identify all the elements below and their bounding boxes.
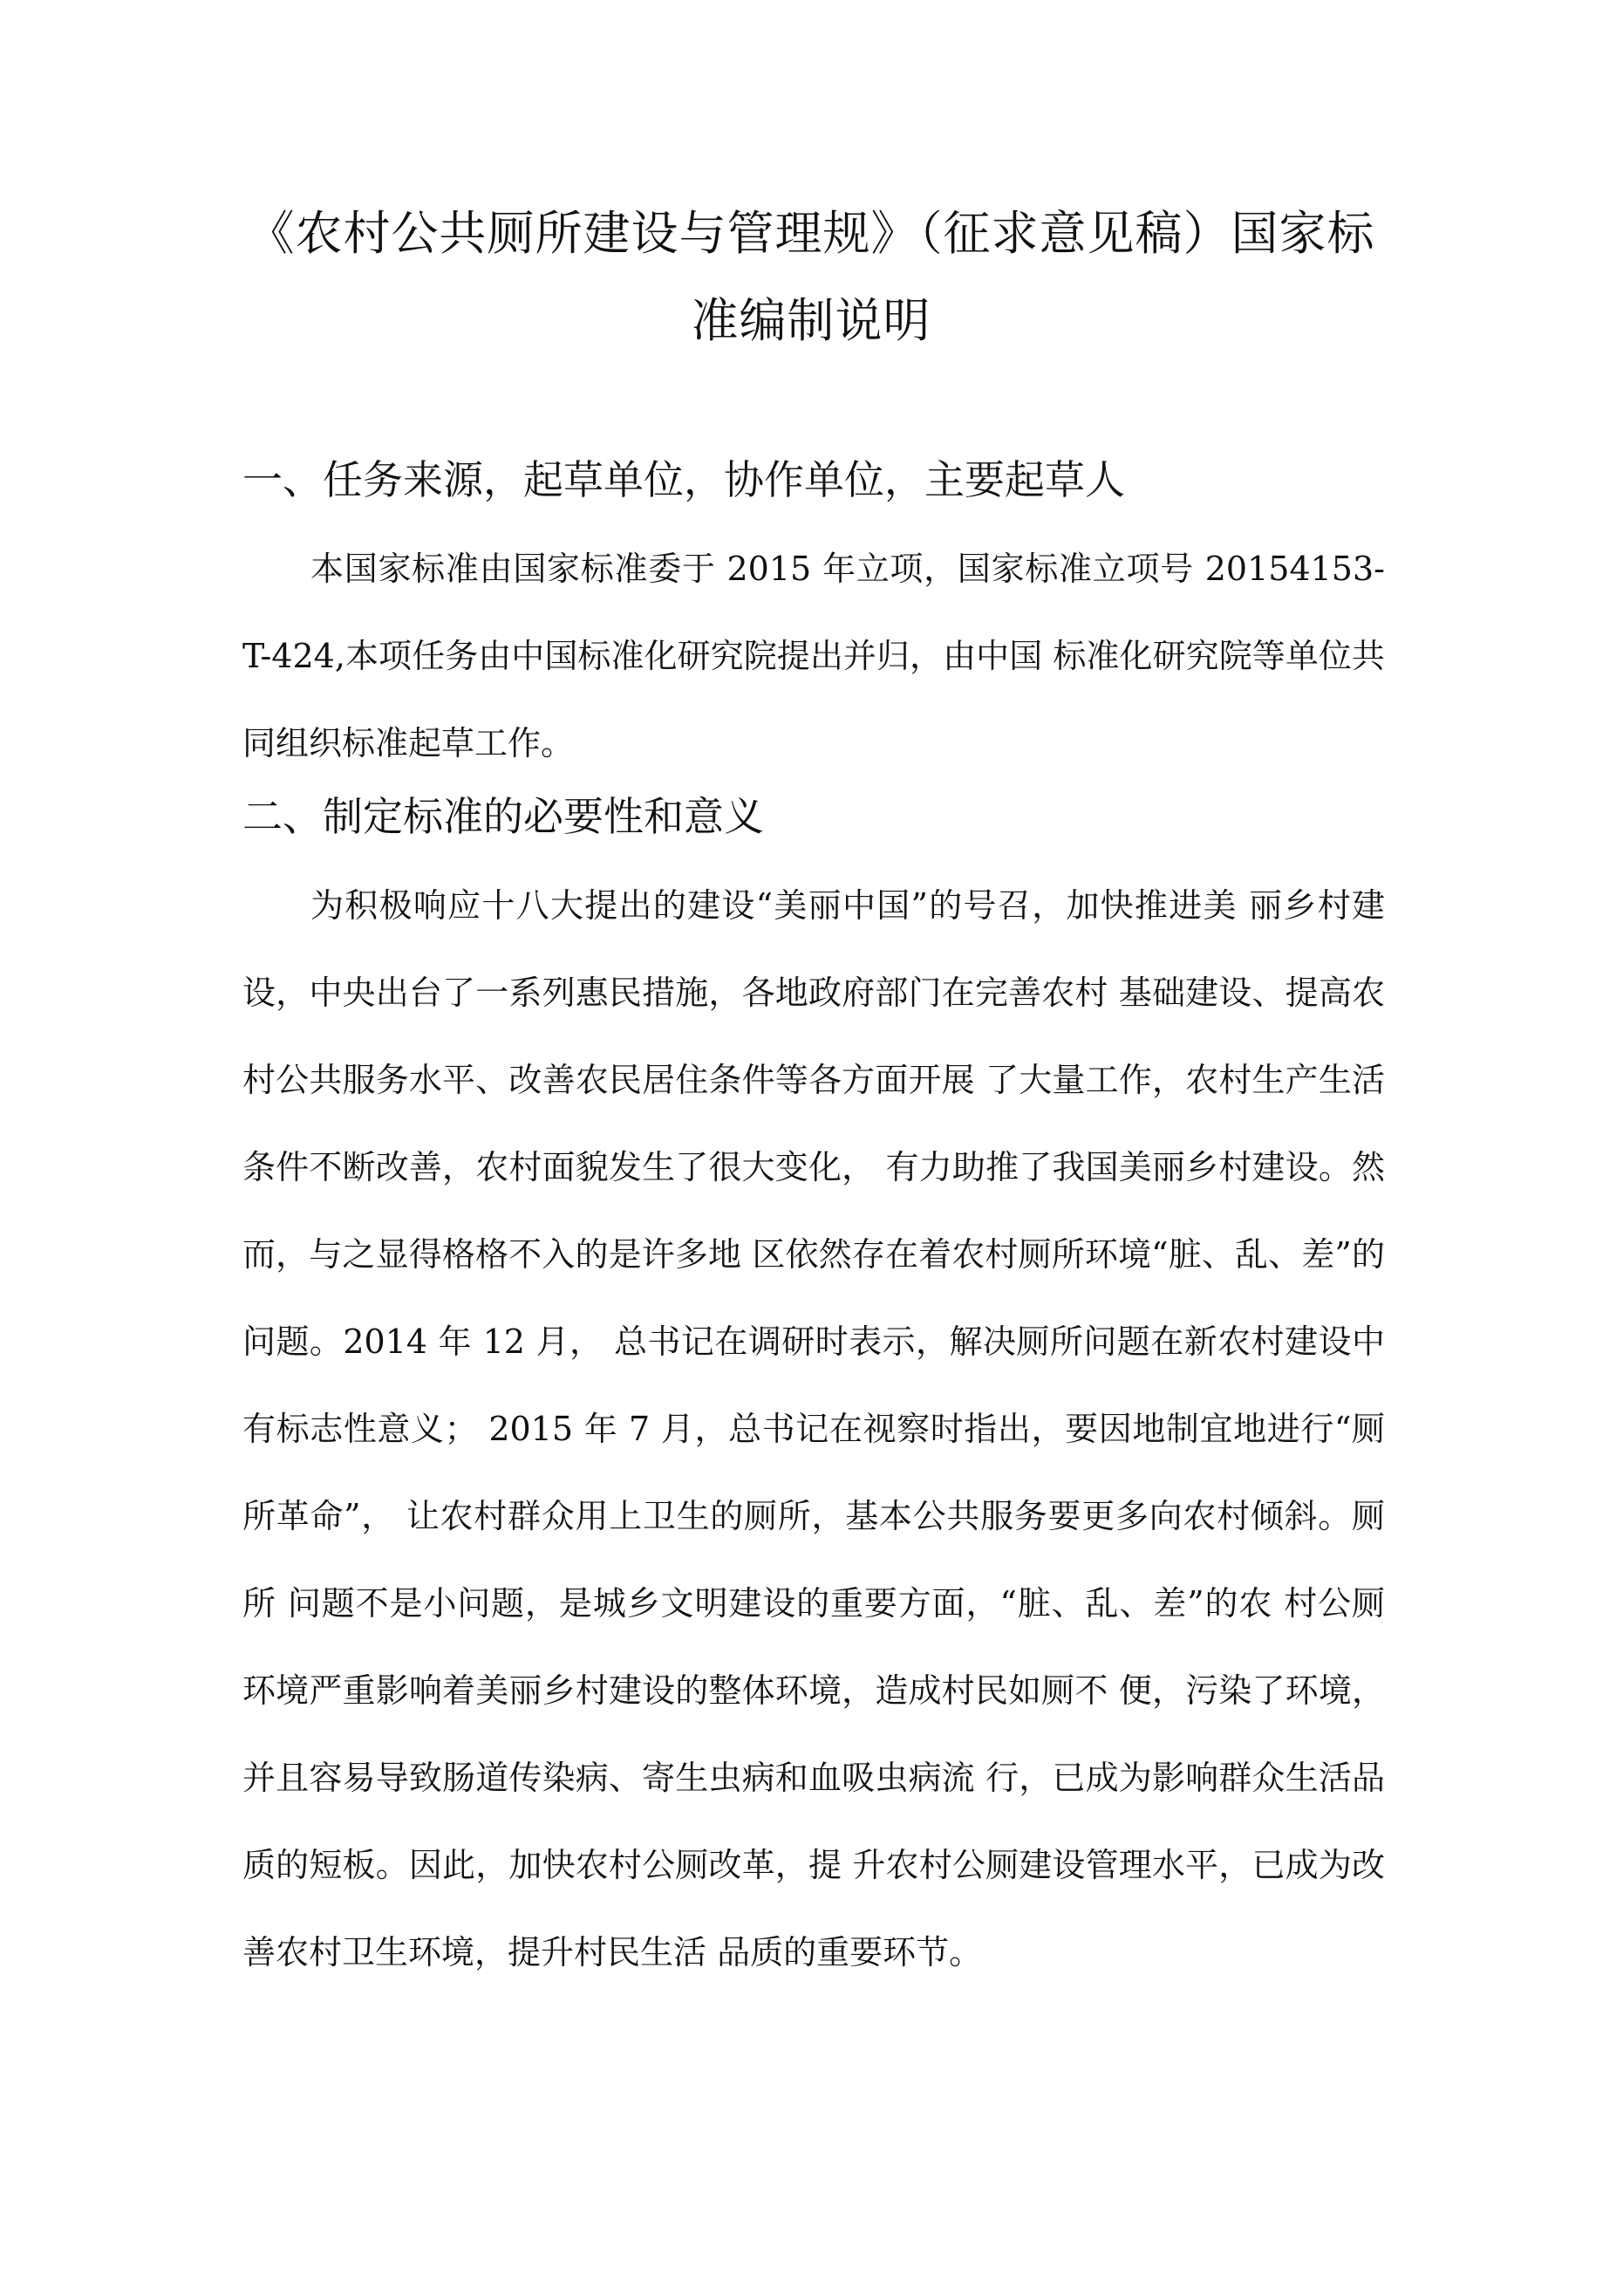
section-paragraph-necessity: 为积极响应十八大提出的建设“美丽中国”的号召，加快推进美 丽乡村建设，中央出台了一系列惠民措施，各地政府部门在完善农村 基础建设、提高农村公共服务水平、改善农民居住条件等各方面开展 了大量工作，农村生产生活条件不断改善，农村面貌发生了很大变化， 有力助推了我国美丽乡村建设。然而，与之显得格格不入的是许多地 区依然存在着农村厕所环境“脏、乱、差”的问题。2014 年 12 月， 总书记在调研时表示，解决厕所问题在新农村建设中有标志性意义； 2015 年 7 月，总书记在视察时指出，要因地制宜地进行“厕所革命”， 让农村群众用上卫生的厕所，基本公共服务要更多向农村倾斜。厕所 问题不是小问题，是城乡文明建设的重要方面，“脏、乱、差”的农 村公厕环境严重影响着美丽乡村建设的整体环境，造成村民如厕不 便，污染了环境，并且容易导致肠道传染病、寄生虫病和血吸虫病流 行，已成为影响群众生活品质的短板。因此，加快农村公厕改革，提 升农村公厕建设管理水平，已成为改善农村卫生环境，提升村民生活 品质的重要环节。 — [242, 886, 1385, 1971]
section-heading-task-source: 一、任务来源，起草单位，协作单位，主要起草人 — [242, 456, 1125, 503]
document-title: 《农村公共厕所建设与管理规》（征求意见稿）国家标准编制说明 — [247, 206, 1375, 348]
section-heading-necessity: 二、制定标准的必要性和意义 — [242, 793, 764, 840]
section-paragraph-task-source: 本国家标准由国家标准委于 2015 年立项，国家标准立项号 20154153-T-424,本项任务由中国标准化研究院提出并归，由中国 标准化研究院等单位共同组织标准起草工作。 — [242, 550, 1385, 762]
